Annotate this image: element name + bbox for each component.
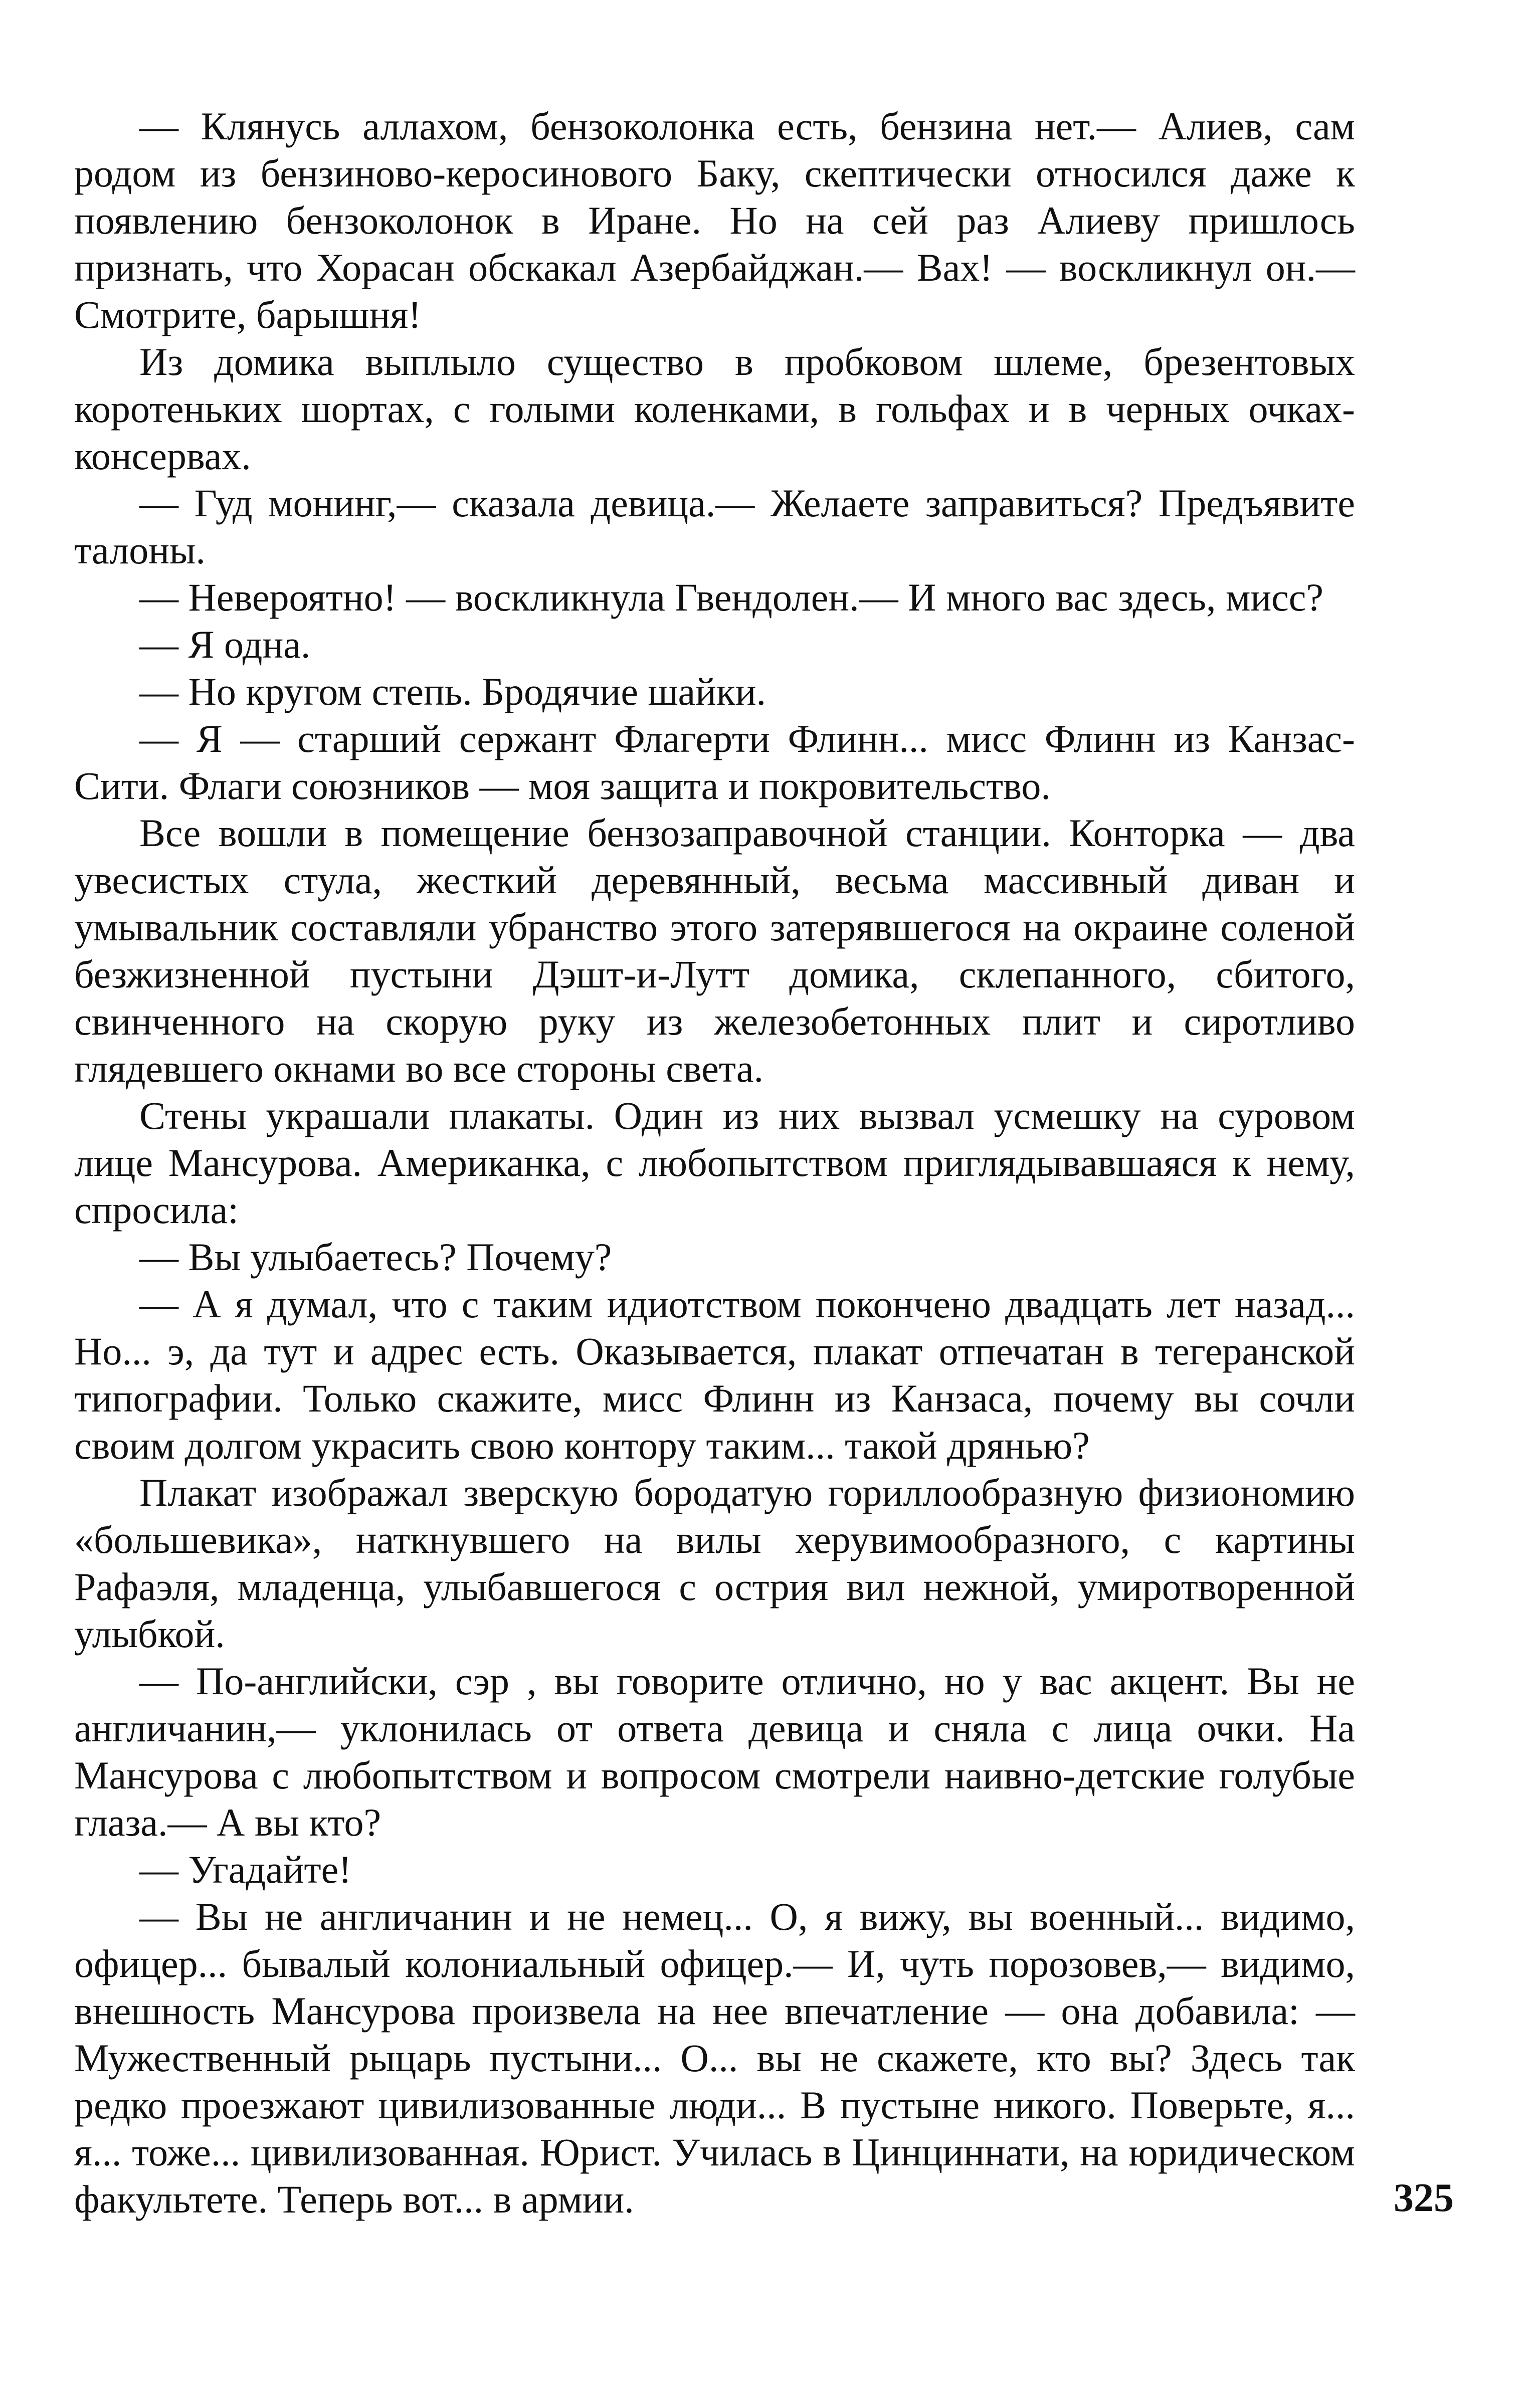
- paragraph: Плакат изображал зверскую бородатую гориллообразную физиономию «большевика», наткнувшего на вилы херувимообразного, с картины Рафаэля, младенца, улыбавшегося с острия вил нежной, умиротворенной улыбкой.: [74, 1471, 1355, 1656]
- paragraph: — Угадайте!: [139, 1848, 352, 1891]
- paragraph: Все вошли в помещение бензозаправочной станции. Конторка — два увесистых стула, жесткий деревянный, весьма массивный диван и умывальник составляли убранство этого затерявшегося на окраине соленой безжизненной пустыни Дэшт-и-Лутт домика, склепанного, сбитого, свинченного на скорую руку из железобетонных плит и сиротливо глядевшего окнами во все стороны света.: [74, 811, 1355, 1090]
- page-number: 325: [1394, 2176, 1454, 2220]
- paragraph: Из домика выплыло существо в пробковом шлеме, брезентовых коротеньких шортах, с голыми коленками, в гольфах и в черных очках-консервах.: [74, 340, 1355, 478]
- paragraph: — Я — старший сержант Флагерти Флинн... мисс Флинн из Канзас-Сити. Флаги союзников — моя защита и покровительство.: [74, 717, 1355, 808]
- paragraph: — Я одна.: [139, 623, 311, 666]
- page-text: [74, 103, 1355, 2223]
- paragraph: — А я думал, что с таким идиотством покончено двадцать лет назад... Но... э, да тут и адрес есть. Оказывается, плакат отпечатан в тегеранской типографии. Только скажите, мисс Флинн из Канзаса, почему вы сочли своим долгом украсить свою контору таким... такой дрянью?: [74, 1282, 1355, 1467]
- paragraph: — Гуд монинг,— сказала девица.— Желаете заправиться? Предъявите талоны.: [74, 481, 1355, 572]
- paragraph: — Вы улыбаетесь? Почему?: [139, 1235, 612, 1279]
- paragraph: — Невероятно! — воскликнула Гвендолен.— И много вас здесь, мисс?: [139, 575, 1323, 619]
- paragraph: Стены украшали плакаты. Один из них вызвал усмешку на суровом лице Мансурова. Американка, с любопытством приглядывавшаяся к нему, спросила:: [74, 1094, 1355, 1232]
- paragraph: — Клянусь аллахом, бензоколонка есть, бензина нет.— Алиев, сам родом из бензиново-керосинового Баку, скептически относился даже к появлению бензоколонок в Иране. Но на сей раз Алиеву пришлось признать, что Хорасан обскакал Азербайджан.— Вах! — воскликнул он.— Смотрите, барышня!: [74, 104, 1355, 336]
- paragraph: — Вы не англичанин и не немец... О, я вижу, вы военный... видимо, офицер... бывалый колониальный офицер.— И, чуть порозовев,— видимо, внешность Мансурова произвела на нее впечатление — она добавила: — Мужественный рыцарь пустыни... О... вы не скажете, кто вы? Здесь так редко проезжают цивилизованные люди... В пустыне никого. Поверьте, я... я... тоже... цивилизованная. Юрист. Училась в Цинциннати, на юридическом факультете. Теперь вот... в армии.: [74, 1895, 1355, 2221]
- paragraph: — Но кругом степь. Бродячие шайки.: [139, 670, 767, 713]
- paragraph: — По-английски, сэр , вы говорите отлично, но у вас акцент. Вы не англичанин,— уклонилась от ответа девица и сняла с лица очки. На Мансурова с любопытством и вопросом смотрели наивно-детские голубые глаза.— А вы кто?: [74, 1659, 1355, 1844]
